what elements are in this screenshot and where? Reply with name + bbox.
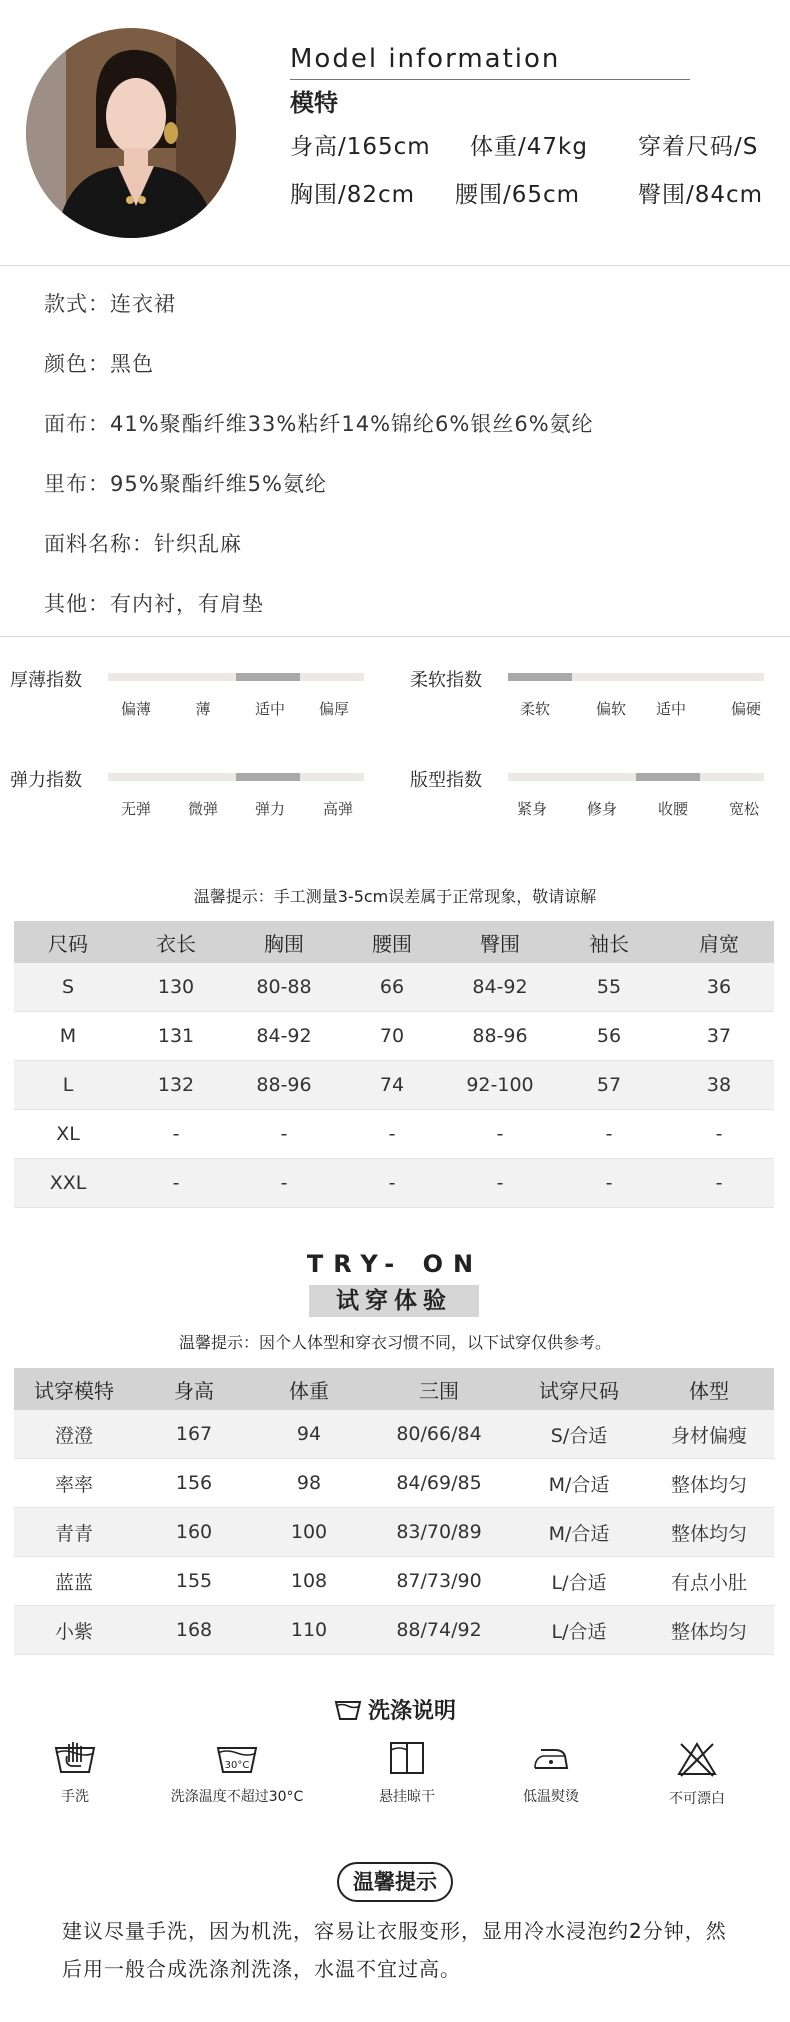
- table-cell: 110: [254, 1606, 364, 1655]
- attr-fabric-name: 面料名称：针织乱麻: [44, 532, 242, 556]
- divider: [0, 265, 790, 266]
- column-header: 三围: [364, 1368, 514, 1410]
- wash-label: 洗涤温度不超过30°C: [170, 1789, 304, 1805]
- index-bar-softness: [508, 673, 764, 681]
- table-cell: -: [446, 1159, 554, 1208]
- table-cell: 83/70/89: [364, 1508, 514, 1557]
- table-cell: XL: [14, 1110, 122, 1159]
- table-cell: 小紫: [14, 1606, 134, 1655]
- index-fill-thickness: [236, 673, 300, 681]
- table-cell: 168: [134, 1606, 254, 1655]
- index-name-elasticity: 弹力指数: [10, 770, 82, 791]
- table-row: [14, 1012, 774, 1061]
- table-row: [14, 1061, 774, 1110]
- table-cell: 整体均匀: [644, 1508, 774, 1557]
- table-cell: 132: [122, 1061, 230, 1110]
- try-on-table: [14, 1368, 774, 1655]
- table-cell: 66: [338, 963, 446, 1012]
- model-info-title: Model information: [290, 44, 561, 74]
- table-cell: 整体均匀: [644, 1459, 774, 1508]
- table-cell: S: [14, 963, 122, 1012]
- column-header: 腰围: [338, 921, 446, 963]
- wash-label: 悬挂晾干: [379, 1789, 435, 1805]
- model-stats-row-1: [290, 128, 758, 161]
- table-cell: 108: [254, 1557, 364, 1606]
- index-bar-elasticity: [108, 773, 364, 781]
- table-cell: L: [14, 1061, 122, 1110]
- index-label: 偏硬: [730, 700, 761, 718]
- table-cell: 160: [134, 1508, 254, 1557]
- wash-item: [332, 1740, 482, 1806]
- model-hip: 臀围/84cm: [638, 182, 764, 208]
- table-row: [14, 1508, 774, 1557]
- index-fill-softness: [508, 673, 572, 681]
- divider: [0, 636, 790, 637]
- table-row: [14, 1557, 774, 1606]
- try-on-subtitle: 试穿体验: [309, 1285, 479, 1317]
- table-cell: 80/66/84: [364, 1410, 514, 1459]
- wash-item: [0, 1740, 150, 1806]
- wash-item: [476, 1740, 626, 1806]
- size-table-tip: 温馨提示：手工测量3-5cm误差属于正常现象，敬请谅解: [193, 887, 597, 906]
- hang-dry-icon: [387, 1740, 427, 1776]
- index-label: 无弹: [120, 800, 151, 818]
- index-label: 修身: [586, 800, 617, 818]
- column-header: 体型: [644, 1368, 774, 1410]
- index-label: 偏薄: [120, 700, 151, 718]
- index-bar-thickness: [108, 673, 364, 681]
- table-cell: M/合适: [514, 1508, 644, 1557]
- table-cell: 84/69/85: [364, 1459, 514, 1508]
- column-header: 臀围: [446, 921, 554, 963]
- table-cell: -: [338, 1159, 446, 1208]
- table-cell: L/合适: [514, 1557, 644, 1606]
- wash-label: 手洗: [61, 1789, 89, 1805]
- table-cell: 88-96: [230, 1061, 338, 1110]
- model-height: 身高/165cm: [290, 134, 431, 160]
- table-cell: 57: [554, 1061, 664, 1110]
- table-cell: 84-92: [230, 1012, 338, 1061]
- table-row: [14, 1410, 774, 1459]
- index-label: 收腰: [657, 800, 688, 818]
- model-info-subtitle: 模特: [290, 89, 338, 117]
- model-waist: 腰围/65cm: [455, 182, 581, 208]
- model-stats-row-2: [290, 176, 763, 209]
- attr-style: 款式：连衣裙: [44, 292, 176, 316]
- wash-item: [162, 1740, 312, 1806]
- table-cell: 87/73/90: [364, 1557, 514, 1606]
- wash-30-icon: [215, 1740, 259, 1776]
- table-cell: -: [230, 1110, 338, 1159]
- index-bar-fit: [508, 773, 764, 781]
- column-header: 体重: [254, 1368, 364, 1410]
- table-cell: -: [338, 1110, 446, 1159]
- table-cell: 38: [664, 1061, 774, 1110]
- column-header: 试穿尺码: [514, 1368, 644, 1410]
- model-weight: 体重/47kg: [470, 134, 588, 160]
- model-bust: 胸围/82cm: [290, 182, 416, 208]
- index-label: 薄: [195, 700, 211, 718]
- index-fill-fit: [636, 773, 700, 781]
- wash-label: 不可漂白: [669, 1791, 725, 1807]
- index-label: 微弹: [187, 800, 218, 818]
- table-cell: 92-100: [446, 1061, 554, 1110]
- hand-wash-icon: [53, 1740, 97, 1776]
- notice-text: 建议尽量手洗，因为机洗，容易让衣服变形，显用冷水浸泡约2分钟，然后用一般合成洗涤剂洗涤，水温不宜过高。: [62, 1919, 727, 1981]
- table-cell: 156: [134, 1459, 254, 1508]
- index-name-fit: 版型指数: [410, 770, 482, 791]
- wash-section-title: [0, 1694, 790, 1725]
- table-cell: L/合适: [514, 1606, 644, 1655]
- no-bleach-icon: [675, 1740, 719, 1778]
- column-header: 胸围: [230, 921, 338, 963]
- table-cell: -: [122, 1159, 230, 1208]
- table-cell: M: [14, 1012, 122, 1061]
- model-size: 穿着尺码/S: [638, 134, 759, 160]
- table-cell: 100: [254, 1508, 364, 1557]
- notice-title: 温馨提示: [337, 1862, 453, 1902]
- table-cell: 88/74/92: [364, 1606, 514, 1655]
- column-header: 袖长: [554, 921, 664, 963]
- index-label: 紧身: [516, 800, 547, 818]
- low-iron-icon: [529, 1740, 573, 1776]
- table-cell: 94: [254, 1410, 364, 1459]
- index-label: 偏厚: [318, 700, 349, 718]
- index-label: 高弹: [322, 800, 353, 818]
- table-cell: 蓝蓝: [14, 1557, 134, 1606]
- column-header: 衣长: [122, 921, 230, 963]
- table-cell: XXL: [14, 1159, 122, 1208]
- column-header: 肩宽: [664, 921, 774, 963]
- table-cell: 37: [664, 1012, 774, 1061]
- table-cell: 131: [122, 1012, 230, 1061]
- index-label: 适中: [254, 700, 285, 718]
- attr-color: 颜色：黑色: [44, 352, 154, 376]
- index-label: 柔软: [519, 700, 550, 718]
- table-row: [14, 963, 774, 1012]
- table-row: [14, 1159, 774, 1208]
- table-cell: 130: [122, 963, 230, 1012]
- attr-fabric: 面布：41%聚酯纤维33%粘纤14%锦纶6%银丝6%氨纶: [44, 412, 594, 436]
- table-cell: -: [122, 1110, 230, 1159]
- wash-title-text: 洗涤说明: [367, 1699, 456, 1724]
- index-name-thickness: 厚薄指数: [10, 670, 82, 691]
- table-cell: 55: [554, 963, 664, 1012]
- wash-item: [622, 1740, 772, 1808]
- try-on-title: TRY- ON: [306, 1250, 484, 1278]
- column-header: 尺码: [14, 921, 122, 963]
- table-cell: 36: [664, 963, 774, 1012]
- column-header: 试穿模特: [14, 1368, 134, 1410]
- title-underline: [290, 79, 690, 80]
- index-label: 适中: [655, 700, 686, 718]
- table-cell: S/合适: [514, 1410, 644, 1459]
- attr-other: 其他：有内衬，有肩垫: [44, 592, 264, 616]
- index-label: 弹力: [254, 800, 285, 818]
- table-cell: -: [554, 1159, 664, 1208]
- table-cell: -: [664, 1110, 774, 1159]
- wash-label: 低温熨烫: [523, 1789, 579, 1805]
- table-row: [14, 1459, 774, 1508]
- table-cell: 有点小肚: [644, 1557, 774, 1606]
- table-cell: -: [664, 1159, 774, 1208]
- table-cell: 整体均匀: [644, 1606, 774, 1655]
- column-header: 身高: [134, 1368, 254, 1410]
- try-on-table-header: [14, 1368, 774, 1410]
- table-cell: 澄澄: [14, 1410, 134, 1459]
- table-cell: 70: [338, 1012, 446, 1061]
- table-cell: 167: [134, 1410, 254, 1459]
- table-row: [14, 1606, 774, 1655]
- index-label: 偏软: [595, 700, 626, 718]
- table-cell: 155: [134, 1557, 254, 1606]
- washtub-icon: [334, 1698, 362, 1722]
- table-cell: 84-92: [446, 963, 554, 1012]
- table-cell: -: [554, 1110, 664, 1159]
- table-cell: 98: [254, 1459, 364, 1508]
- table-row: [14, 1110, 774, 1159]
- table-cell: 青青: [14, 1508, 134, 1557]
- size-table-header: [14, 921, 774, 963]
- table-cell: -: [446, 1110, 554, 1159]
- index-name-softness: 柔软指数: [410, 670, 482, 691]
- wash-temp-text: 30°C: [224, 1760, 250, 1771]
- model-photo: [26, 28, 236, 238]
- index-label: 宽松: [728, 800, 759, 818]
- table-cell: -: [230, 1159, 338, 1208]
- attr-lining: 里布：95%聚酯纤维5%氨纶: [44, 472, 327, 496]
- table-cell: 56: [554, 1012, 664, 1061]
- table-cell: 身材偏瘦: [644, 1410, 774, 1459]
- table-cell: M/合适: [514, 1459, 644, 1508]
- table-cell: 74: [338, 1061, 446, 1110]
- table-cell: 80-88: [230, 963, 338, 1012]
- size-table: [14, 921, 774, 1208]
- table-cell: 率率: [14, 1459, 134, 1508]
- table-cell: 88-96: [446, 1012, 554, 1061]
- try-on-tip: 温馨提示：因个人体型和穿衣习惯不同，以下试穿仅供参考。: [178, 1333, 611, 1352]
- index-fill-elasticity: [236, 773, 300, 781]
